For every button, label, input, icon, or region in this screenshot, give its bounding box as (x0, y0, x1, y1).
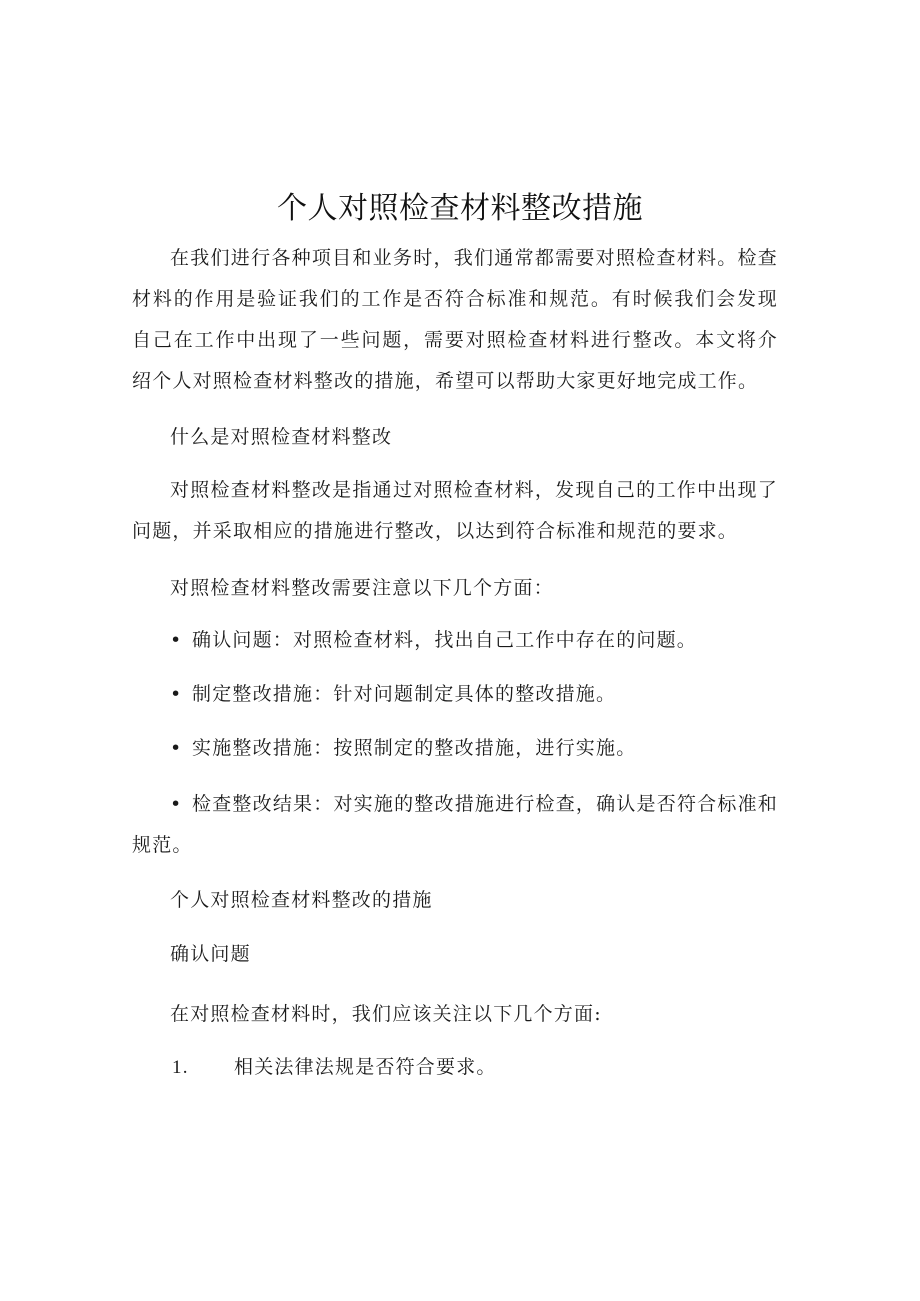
bullet-dot-icon: • (170, 629, 183, 651)
bullet-dot-icon: • (170, 683, 183, 705)
bullet-item (132, 728, 778, 769)
bullet-dot-icon: • (170, 793, 183, 815)
bullet-item (132, 620, 778, 661)
section1-body: 对照检查材料整改是指通过对照检查材料，发现自己的工作中出现了问题，并采取相应的措施进行整改，以达到符合标准和规范的要求。 (132, 479, 778, 542)
section1-lead: 对照检查材料整改需要注意以下几个方面： (170, 577, 554, 599)
section2-heading: 个人对照检查材料整改的措施 (170, 889, 433, 911)
bullet-text: 检查整改结果：对实施的整改措施进行检查，确认是否符合标准和规范。 (132, 793, 778, 856)
bullet-dot-icon: • (170, 737, 183, 759)
intro-paragraph: 在我们进行各种项目和业务时，我们通常都需要对照检查材料。检查材料的作用是验证我们的工作是否符合标准和规范。有时候我们会发现自己在工作中出现了一些问题，需要对照检查材料进行整改。本文将介绍个人对照检查材料整改的措施，希望可以帮助大家更好地完成工作。 (132, 247, 778, 392)
document-title: 个人对照检查材料整改措施 (277, 191, 643, 226)
numbered-item (172, 1052, 497, 1083)
bullet-text: 制定整改措施：针对问题制定具体的整改措施。 (192, 683, 617, 705)
bullet-item (132, 784, 778, 866)
numbered-item-text: 相关法律法规是否符合要求。 (234, 1056, 497, 1078)
bullet-text: 实施整改措施：按照制定的整改措施，进行实施。 (192, 737, 637, 759)
subsection-heading: 确认问题 (170, 943, 251, 965)
section1-heading: 什么是对照检查材料整改 (170, 426, 393, 448)
subsection-lead: 在对照检查材料时，我们应该关注以下几个方面: (170, 1003, 602, 1025)
list-number: 1. (172, 1057, 189, 1078)
bullet-item (132, 674, 778, 715)
bullet-text: 确认问题：对照检查材料，找出自己工作中存在的问题。 (192, 629, 698, 651)
